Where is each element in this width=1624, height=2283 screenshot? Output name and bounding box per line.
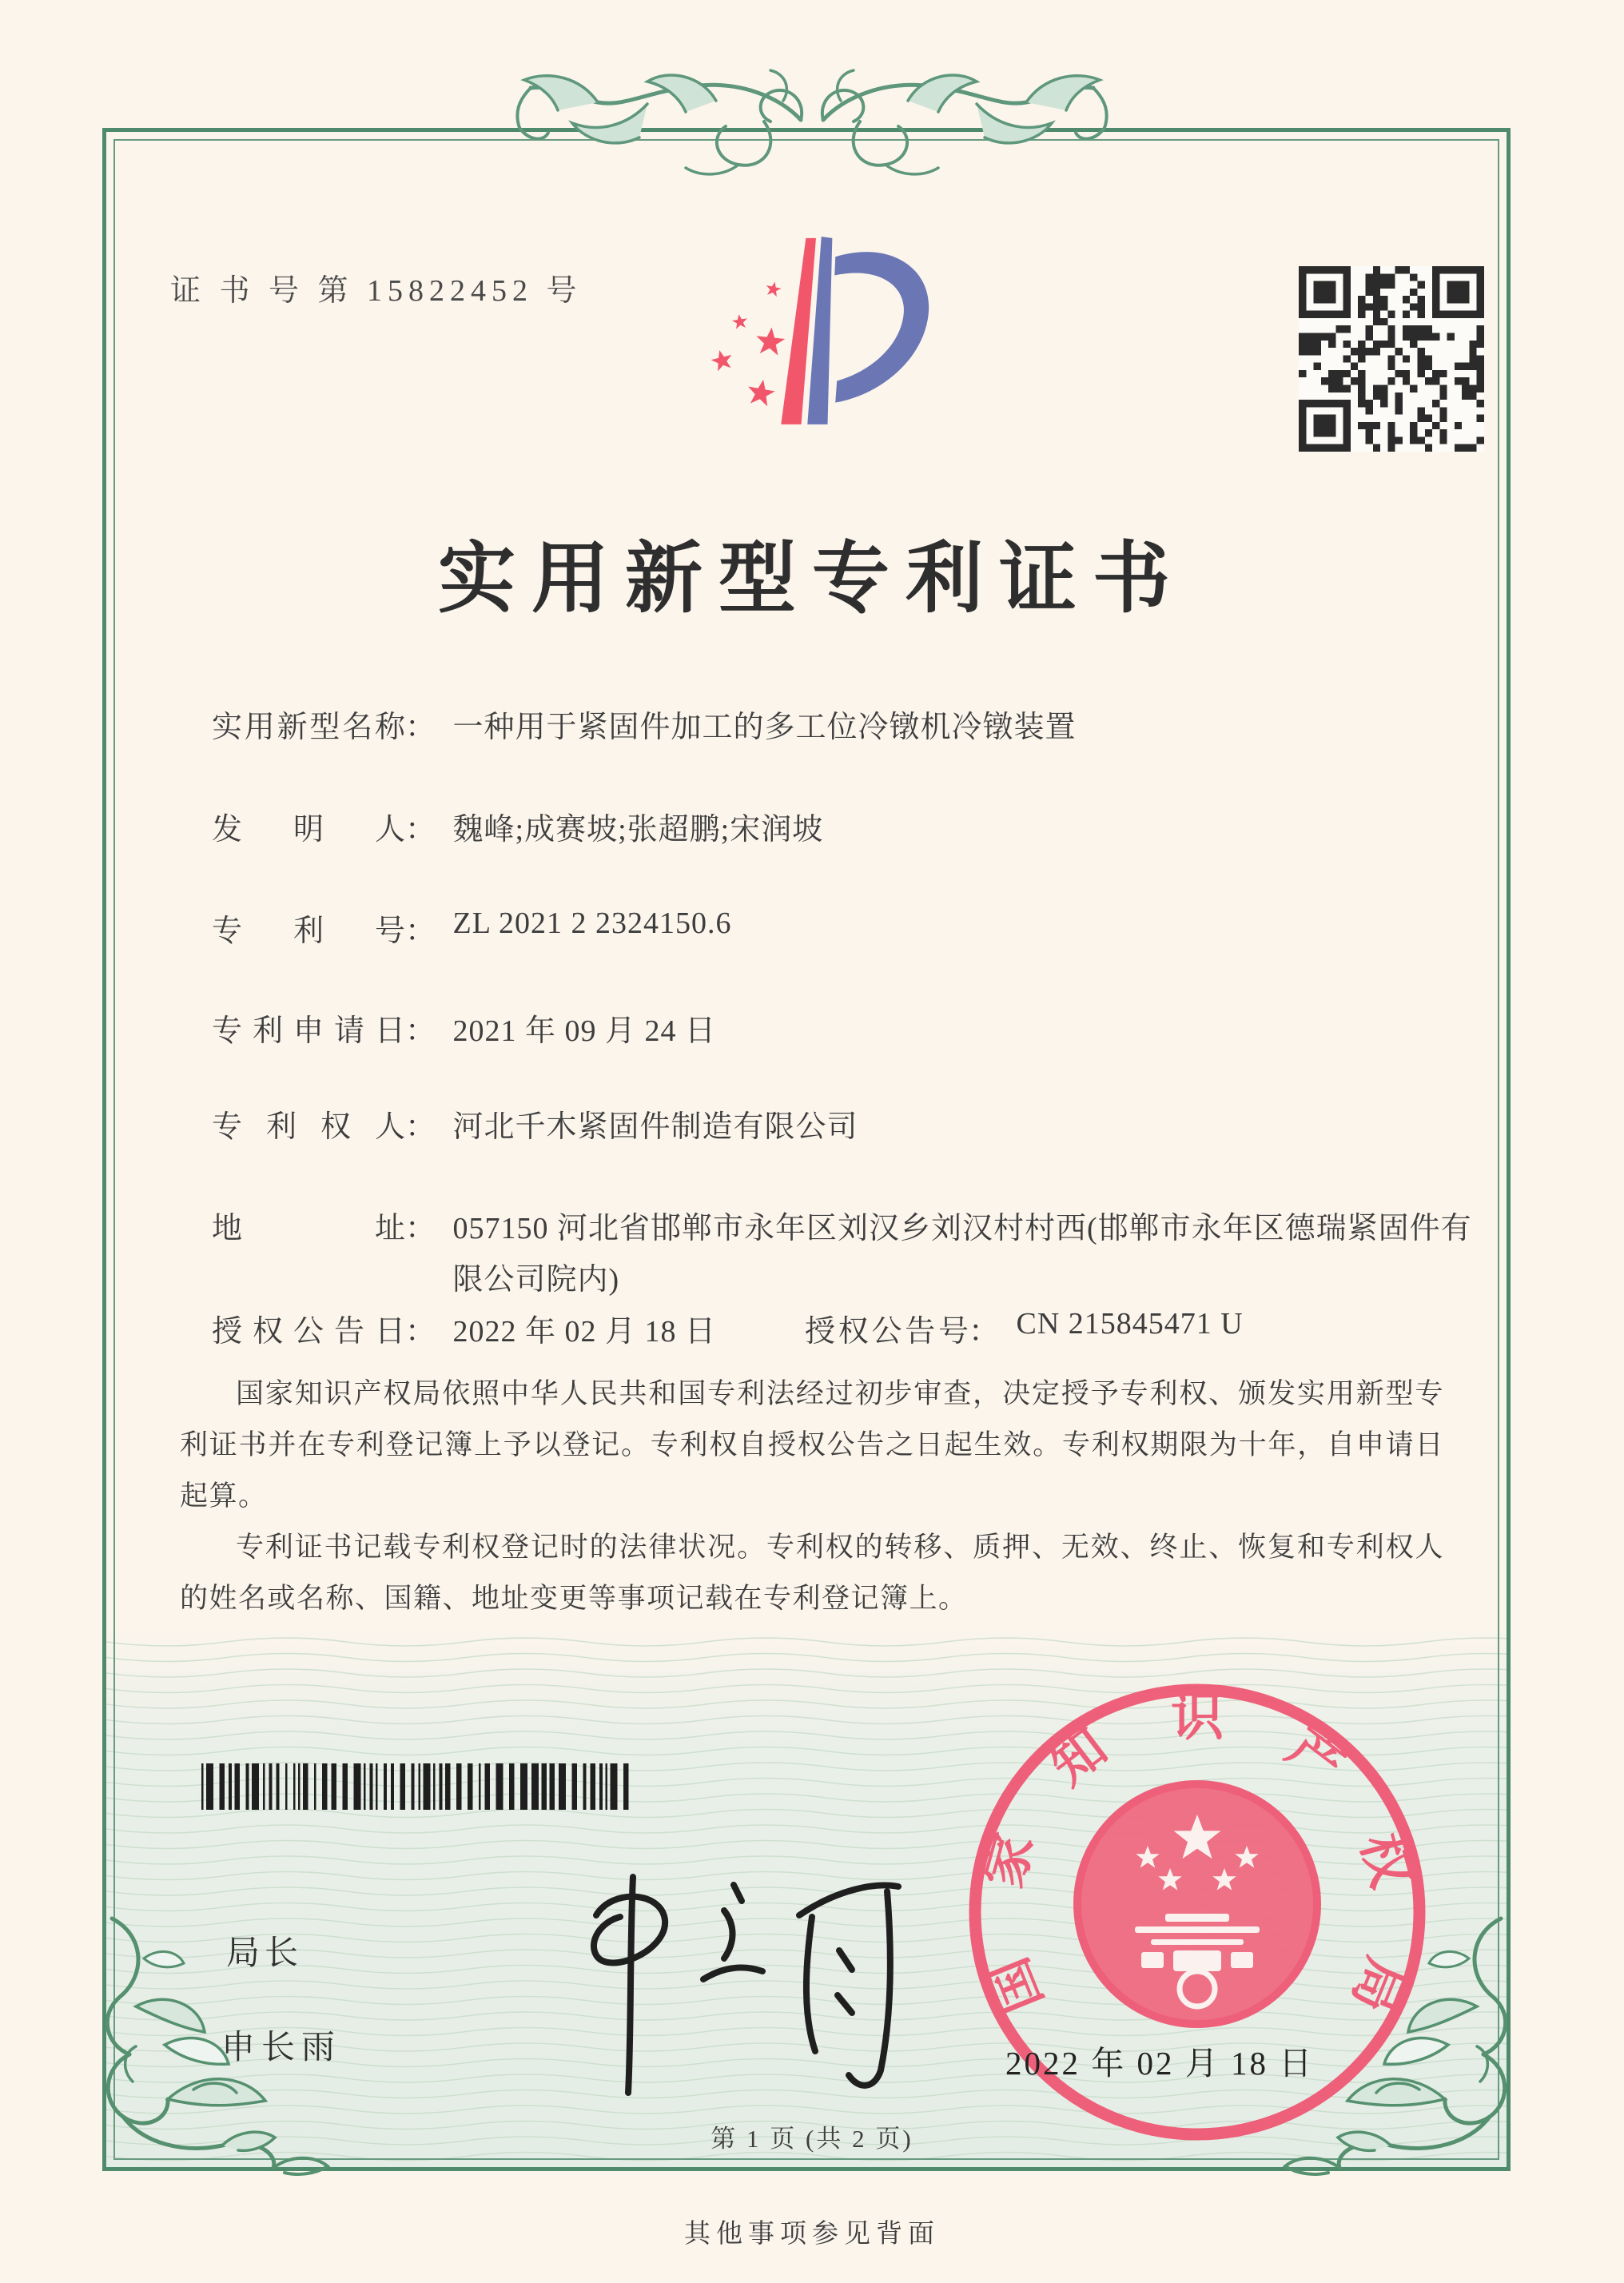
- legal-paragraph-1: 国家知识产权局依照中华人民共和国专利法经过初步审查，决定授予专利权、颁发实用新型专利证书并在专利登记簿上予以登记。专利权自授权公告之日起生效。专利权期限为十年，自申请日起算。: [180, 1378, 1444, 1512]
- svg-text:知: 知: [1040, 1718, 1118, 1797]
- svg-text:国: 国: [980, 1949, 1054, 2021]
- field-value: 2021 年 09 月 24 日: [452, 1014, 717, 1048]
- barcode: [201, 1763, 633, 1810]
- svg-text:权: 权: [1349, 1827, 1420, 1895]
- grant-number-group: [805, 1306, 1244, 1350]
- certificate-number: 证 书 号 第 15822452 号: [170, 274, 583, 308]
- svg-text:产: 产: [1276, 1718, 1355, 1797]
- field-row-patent-number: [212, 906, 732, 950]
- field-row-inventors: [212, 804, 823, 848]
- certificate-title: 实用新型专利证书: [438, 536, 1186, 622]
- grant-number-value: CN 215845471 U: [1016, 1307, 1244, 1341]
- svg-text:局: 局: [1340, 1949, 1415, 2021]
- field-row-name: [212, 702, 1077, 746]
- field-row-filing-date: [212, 1006, 716, 1050]
- field-label: 专利权人: [212, 1110, 405, 1144]
- svg-text:家: 家: [974, 1827, 1045, 1895]
- national-emblem: [1077, 1784, 1317, 2024]
- field-label: 授权公告日: [212, 1315, 405, 1349]
- director-title: 局长: [226, 1935, 304, 1972]
- field-label: 专利申请日: [212, 1014, 405, 1048]
- seal-date: 2022 年 02 月 18 日: [1005, 2045, 1315, 2082]
- field-colon: ：: [969, 1315, 1000, 1349]
- field-value: 一种用于紧固件加工的多工位冷镦机冷镦装置: [452, 711, 1077, 744]
- field-colon: ：: [405, 914, 436, 948]
- field-value: 魏峰;成赛坡;张超鹏;宋润坡: [452, 813, 824, 847]
- grant-date-value: 2022 年 02 月 18 日: [452, 1315, 717, 1349]
- field-colon: ：: [405, 1315, 436, 1349]
- svg-text:识: 识: [1171, 1688, 1224, 1747]
- field-label: 授权公告号: [805, 1315, 969, 1349]
- patent-office-logo: [683, 225, 947, 457]
- field-colon: ：: [405, 1014, 436, 1048]
- logo-stars: [709, 280, 786, 407]
- legal-paragraph-2: 专利证书记载专利权登记时的法律状况。专利权的转移、质押、无效、终止、恢复和专利权人的姓名或名称、国籍、地址变更等事项记载在专利登记簿上。: [180, 1532, 1444, 1614]
- top-dragon-ornament: [502, 24, 1122, 208]
- field-colon: ：: [405, 711, 436, 744]
- director-signature: [464, 1839, 927, 2126]
- field-colon: ：: [405, 1212, 436, 1245]
- field-label: 发明人: [212, 813, 405, 847]
- qr-code: [1299, 266, 1484, 452]
- legal-text: [180, 1369, 1444, 1624]
- director-name: 申长雨: [221, 2030, 342, 2066]
- field-label: 实用新型名称: [212, 711, 405, 744]
- logo-blue-bowl: [834, 252, 929, 403]
- field-label: 地址: [212, 1212, 405, 1245]
- field-colon: ：: [405, 1110, 436, 1144]
- field-value: 057150 河北省邯郸市永年区刘汉乡刘汉村村西(邯郸市永年区德瑞紧固件有限公司院内): [452, 1212, 1472, 1297]
- field-row-address: [212, 1203, 1476, 1305]
- field-value: ZL 2021 2 2324150.6: [452, 906, 732, 940]
- field-value: 河北千木紧固件制造有限公司: [452, 1110, 858, 1144]
- field-row-grant: [212, 1306, 1244, 1350]
- page-footer: 第 1 页 (共 2 页): [710, 2125, 914, 2153]
- field-label: 专利号: [212, 914, 405, 948]
- field-colon: ：: [405, 813, 436, 847]
- field-row-patentee: [212, 1102, 858, 1145]
- back-side-note: 其他事项参见背面: [684, 2220, 940, 2249]
